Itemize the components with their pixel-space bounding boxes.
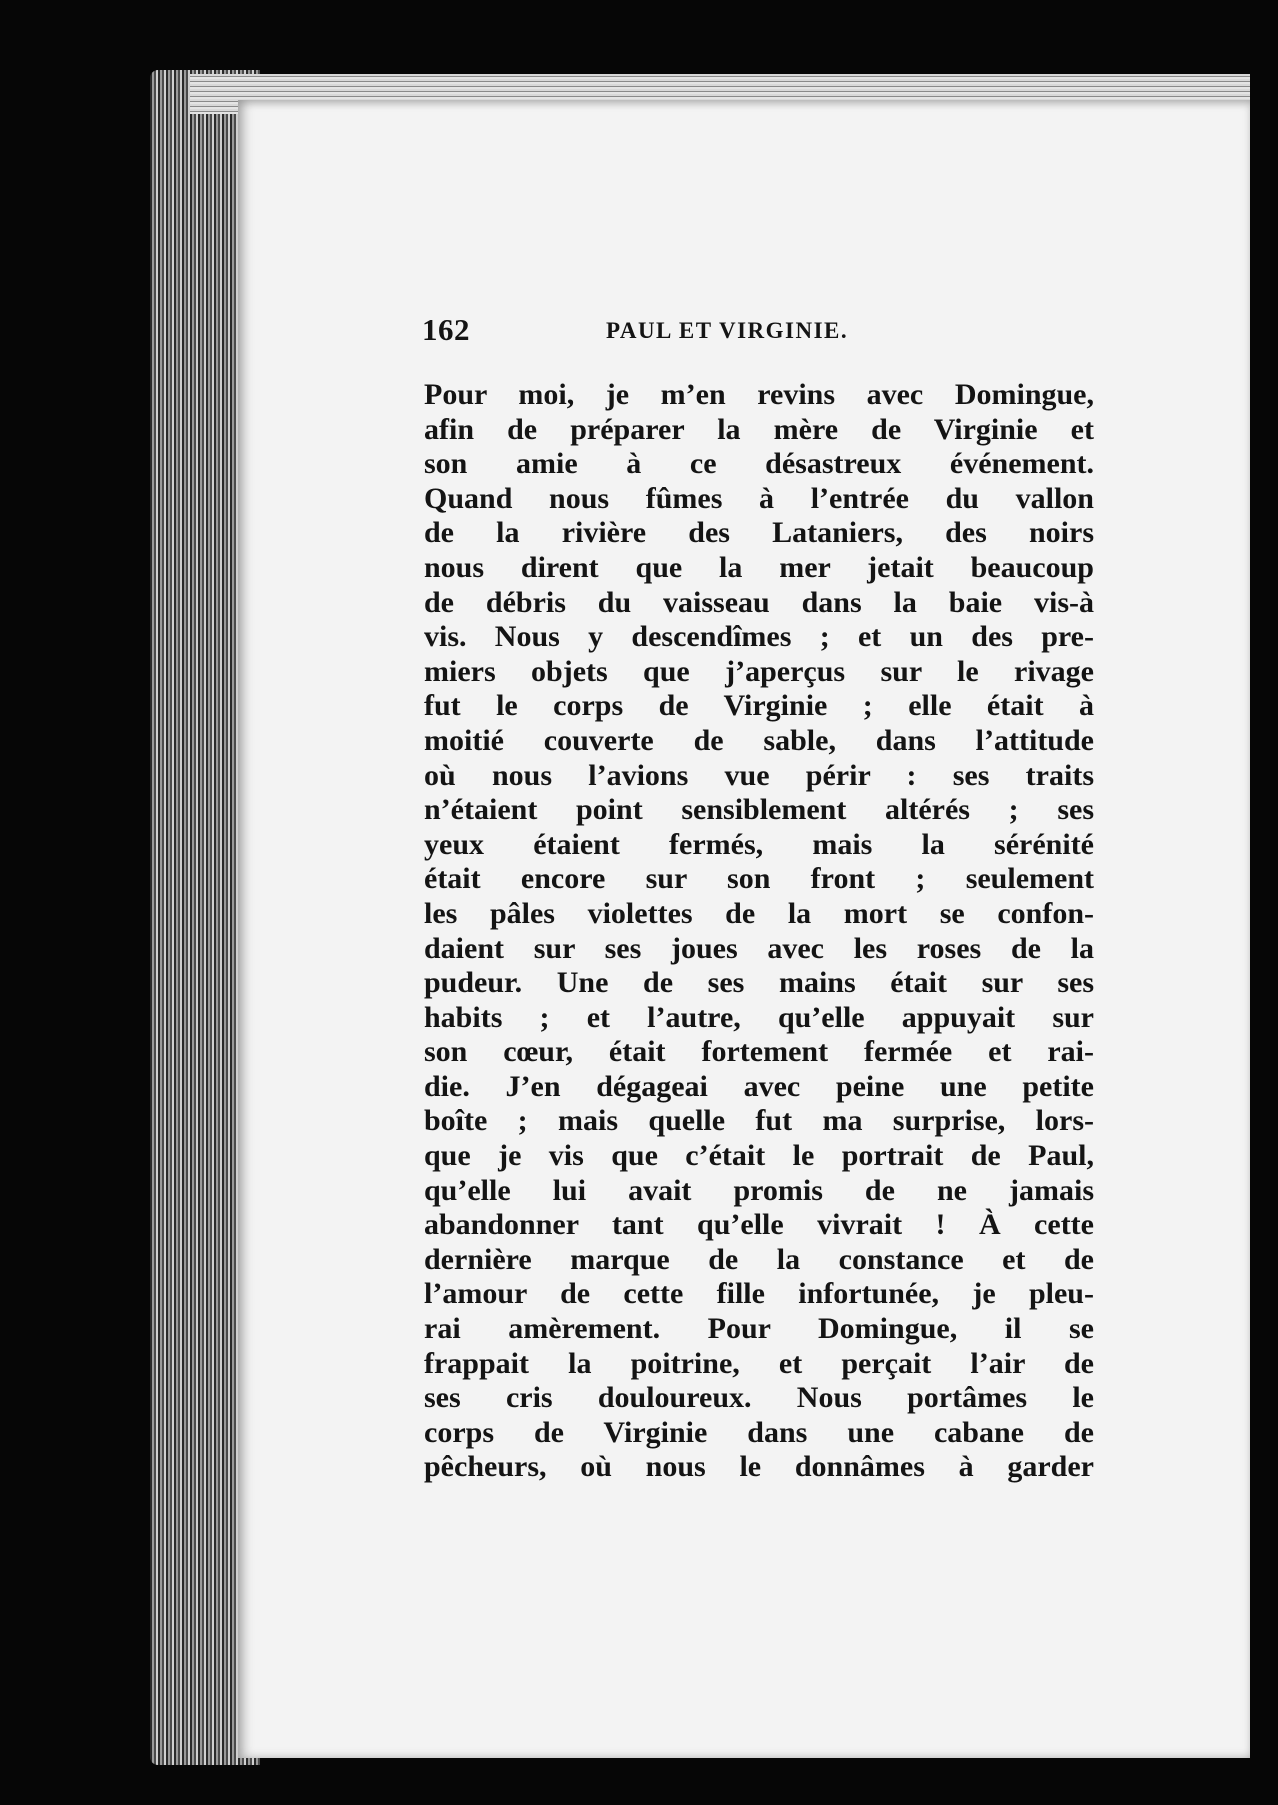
text-line: daient sur ses joues avec les roses de la — [424, 931, 1094, 965]
text-line: abandonner tant qu’elle vivrait ! À cette — [424, 1208, 1094, 1242]
running-head — [422, 312, 1062, 358]
text-line: l’amour de cette fille infortunée, je pleu- — [424, 1277, 1094, 1311]
text-line: pudeur. Une de ses mains était sur ses — [424, 966, 1094, 1000]
text-line: son amie à ce désastreux événement. — [424, 447, 1094, 481]
text-line: rai amèrement. Pour Domingue, il se — [424, 1312, 1094, 1346]
text-line: Quand nous fûmes à l’entrée du vallon — [424, 481, 1094, 515]
text-line: boîte ; mais quelle fut ma surprise, lors- — [424, 1104, 1094, 1138]
page-number: 162 — [422, 312, 470, 347]
text-line: que je vis que c’était le portrait de Paul, — [424, 1139, 1094, 1173]
text-line: die. J’en dégageai avec peine une petite — [424, 1069, 1094, 1103]
text-line: n’étaient point sensiblement altérés ; ses — [424, 793, 1094, 827]
text-line: ses cris douloureux. Nous portâmes le — [424, 1381, 1094, 1415]
text-line: vis. Nous y descendîmes ; et un des pre- — [424, 620, 1094, 654]
text-line: moitié couverte de sable, dans l’attitude — [424, 723, 1094, 757]
text-line: corps de Virginie dans une cabane de — [424, 1415, 1094, 1449]
text-line: de débris du vaisseau dans la baie vis-à — [424, 585, 1094, 619]
text-line: qu’elle lui avait promis de ne jamais — [424, 1173, 1094, 1207]
text-line: frappait la poitrine, et perçait l’air de — [424, 1346, 1094, 1380]
text-line: de la rivière des Lataniers, des noirs — [424, 516, 1094, 550]
text-line: son cœur, était fortement fermée et rai- — [424, 1035, 1094, 1069]
text-line: nous dirent que la mer jetait beaucoup — [424, 550, 1094, 584]
text-line: afin de préparer la mère de Virginie et — [424, 412, 1094, 446]
text-line: était encore sur son front ; seulement — [424, 862, 1094, 896]
text-line: dernière marque de la constance et de — [424, 1242, 1094, 1276]
text-line: miers objets que j’aperçus sur le rivage — [424, 654, 1094, 688]
running-title: PAUL ET VIRGINIE. — [606, 318, 849, 343]
text-line: yeux étaient fermés, mais la sérénité — [424, 827, 1094, 861]
text-line: fut le corps de Virginie ; elle était à — [424, 689, 1094, 723]
text-line: pêcheurs, où nous le donnâmes à garder — [424, 1450, 1094, 1484]
text-line: habits ; et l’autre, qu’elle appuyait sur — [424, 1000, 1094, 1034]
text-line: Pour moi, je m’en revins avec Domingue, — [424, 378, 1094, 411]
text-line: où nous l’avions vue périr : ses traits — [424, 758, 1094, 792]
body-text — [424, 378, 1094, 1485]
text-line: les pâles violettes de la mort se confon- — [424, 896, 1094, 930]
